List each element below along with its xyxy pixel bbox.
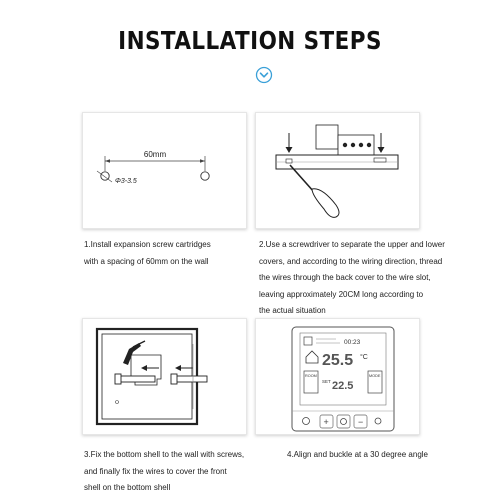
step-2-caption: 2.Use a screwdriver to separate the upper and lower covers, and according to the wiring direction, thread the wires through the back cover to the wire slot, leaving approximately 20CM long according to the actual situation (259, 240, 445, 315)
left-box-label: ROOM (305, 374, 317, 378)
step-1-diagram (82, 112, 247, 229)
clock-readout: 00:23 (344, 339, 361, 346)
step-1-caption: 1.Install expansion screw cartridges with a spacing of 60mm on the wall (84, 240, 211, 266)
dimension-label: 60mm (143, 150, 167, 159)
set-temperature: 22.5 (332, 380, 354, 392)
step-4-diagram (255, 318, 420, 435)
temp-unit: °C (360, 354, 368, 361)
chevron-down-circle-icon (255, 66, 273, 84)
plus-icon: + (323, 417, 329, 427)
page-title: INSTALLATION STEPS (118, 26, 382, 55)
step-2-diagram (255, 112, 420, 229)
set-label: SET (322, 379, 331, 384)
diameter-label: Φ3-3.5 (115, 178, 137, 185)
step-3-caption: 3.Fix the bottom shell to the wall with screws, and finally fix the wires to cover the front shell on the bottom shell (84, 450, 245, 492)
step-4-caption: 4.Align and buckle at a 30 degree angle (287, 450, 428, 459)
step-3-diagram (82, 318, 247, 435)
main-temperature: 25.5 (322, 352, 354, 369)
right-box-label: MODE (369, 374, 381, 378)
minus-icon: − (358, 417, 364, 427)
